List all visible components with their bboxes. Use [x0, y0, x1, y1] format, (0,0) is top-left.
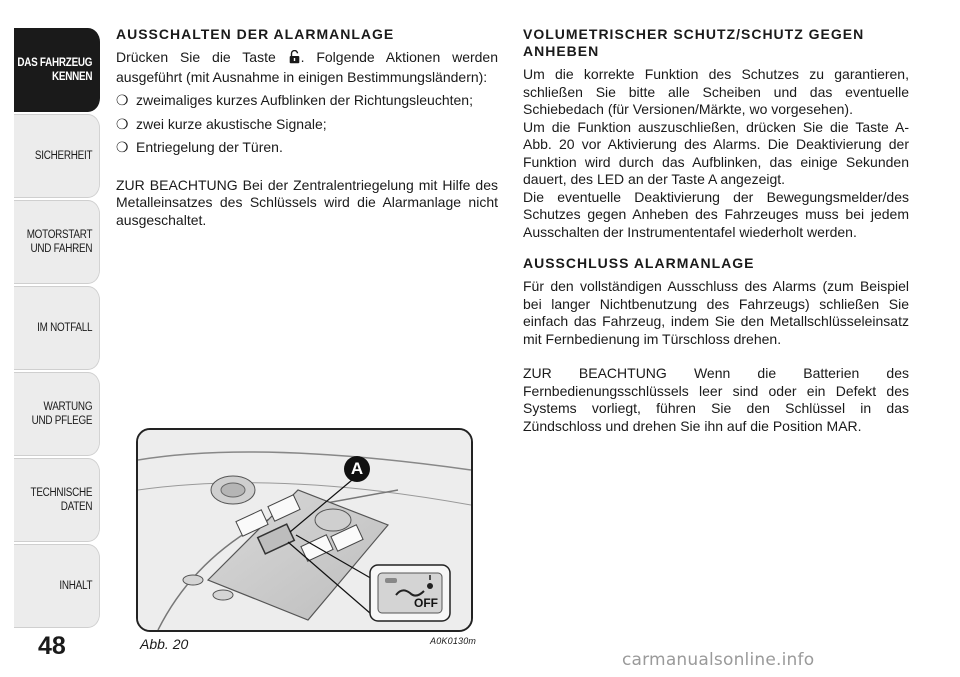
- figure-code: A0K0130m: [430, 636, 477, 646]
- tab-wartung[interactable]: WARTUNG UND PFLEGE: [14, 372, 100, 456]
- page-number: 48: [38, 632, 66, 660]
- paragraph-3: Die eventuelle Deaktivierung der Bewegungsmelder/des Schutzes gegen Anheben des Fahrzeuges muss bei jedem Ausschalten der Instrumententafel wiederholt werden.: [523, 188, 909, 240]
- tab-im-notfall[interactable]: IM NOTFALL: [14, 286, 100, 370]
- heading-ausschluss: AUSSCHLUSS ALARMANLAGE: [523, 255, 755, 271]
- paragraph-4: Für den vollständigen Ausschluss des Alarms (zum Beispiel bei langer Nichtbenutzung des Fahrzeugs) schließen Sie einfach das Fahrzeug, indem Sie den Metallschlüsseleinsatz mit Fernbedienung im Türschloss drehen.: [523, 278, 909, 347]
- list-item: ❍ zweimaliges kurzes Aufblinken der Richtungsleuchten;: [116, 92, 473, 108]
- figure-roof-console: [136, 428, 473, 632]
- callout-a-badge: [344, 456, 370, 482]
- paragraph-1: Um die korrekte Funktion des Schutzes zu garantieren, schließen Sie bitte alle Scheiben und das eventuelle Schiebedach (für Versionen/Märkte, wo vorgesehen).: [523, 66, 909, 117]
- paragraph-2: Um die Funktion auszuschließen, drücken Sie die Taste A-Abb. 20 vor Aktivierung des Alarms. Die Deaktivierung der Funktion wird durch das Aufblinken, das einige Sekunden dauert, des LED an der Taste A angezeigt.: [523, 118, 909, 187]
- heading-volumetrischer-schutz: VOLUMETRISCHER SCHUTZ/SCHUTZ GEGEN ANHEBEN: [523, 26, 865, 59]
- figure-caption: Abb. 20: [140, 636, 189, 652]
- tab-technische-daten[interactable]: TECHNISCHE DATEN: [14, 458, 100, 542]
- intro-paragraph: [116, 49, 498, 86]
- bullet-marker: ❍: [116, 115, 129, 132]
- intro-text-end: . Folgende Aktionen werden ausgeführt (mit Ausnahme in einigen Bestimmungsländern):: [116, 49, 498, 85]
- tab-sicherheit[interactable]: SICHERHEIT: [14, 114, 100, 198]
- list-item: ❍ zwei kurze akustische Signale;: [116, 115, 327, 132]
- off-button-label: OFF: [414, 596, 438, 610]
- callout-a-label: A: [350, 459, 364, 478]
- bullet-marker: ❍: [116, 92, 129, 108]
- bullet-marker: ❍: [116, 139, 129, 155]
- action-list: [116, 92, 498, 157]
- tab-das-fahrzeug-kennen[interactable]: DAS FAHRZEUG KENNEN: [14, 28, 100, 112]
- left-column: [116, 26, 498, 229]
- tab-motorstart[interactable]: MOTORSTART UND FAHREN: [14, 200, 100, 284]
- tab-inhalt[interactable]: INHALT: [14, 544, 100, 628]
- right-column: [523, 26, 909, 435]
- list-item: ❍ Entriegelung der Türen.: [116, 139, 283, 155]
- note-left: ZUR BEACHTUNG Bei der Zentralentriegelung mit Hilfe des Metalleinsatzes des Schlüssels wird die Alarmanlage nicht ausgeschaltet.: [116, 176, 498, 228]
- note-right: ZUR BEACHTUNG Wenn die Batterien des Fernbedienungsschlüssels leer sind oder ein Defekt des Systems vorliegt, führen Sie den Schlüssel in das Zündschloss und drehen Sie ihn auf die Position MAR.: [523, 365, 909, 434]
- unlock-icon: [289, 50, 300, 69]
- watermark: carmanualsonline.info: [622, 650, 815, 670]
- intro-text-start: Drücken Sie die Taste: [116, 49, 276, 65]
- heading-ausschalten: AUSSCHALTEN DER ALARMANLAGE: [116, 26, 395, 42]
